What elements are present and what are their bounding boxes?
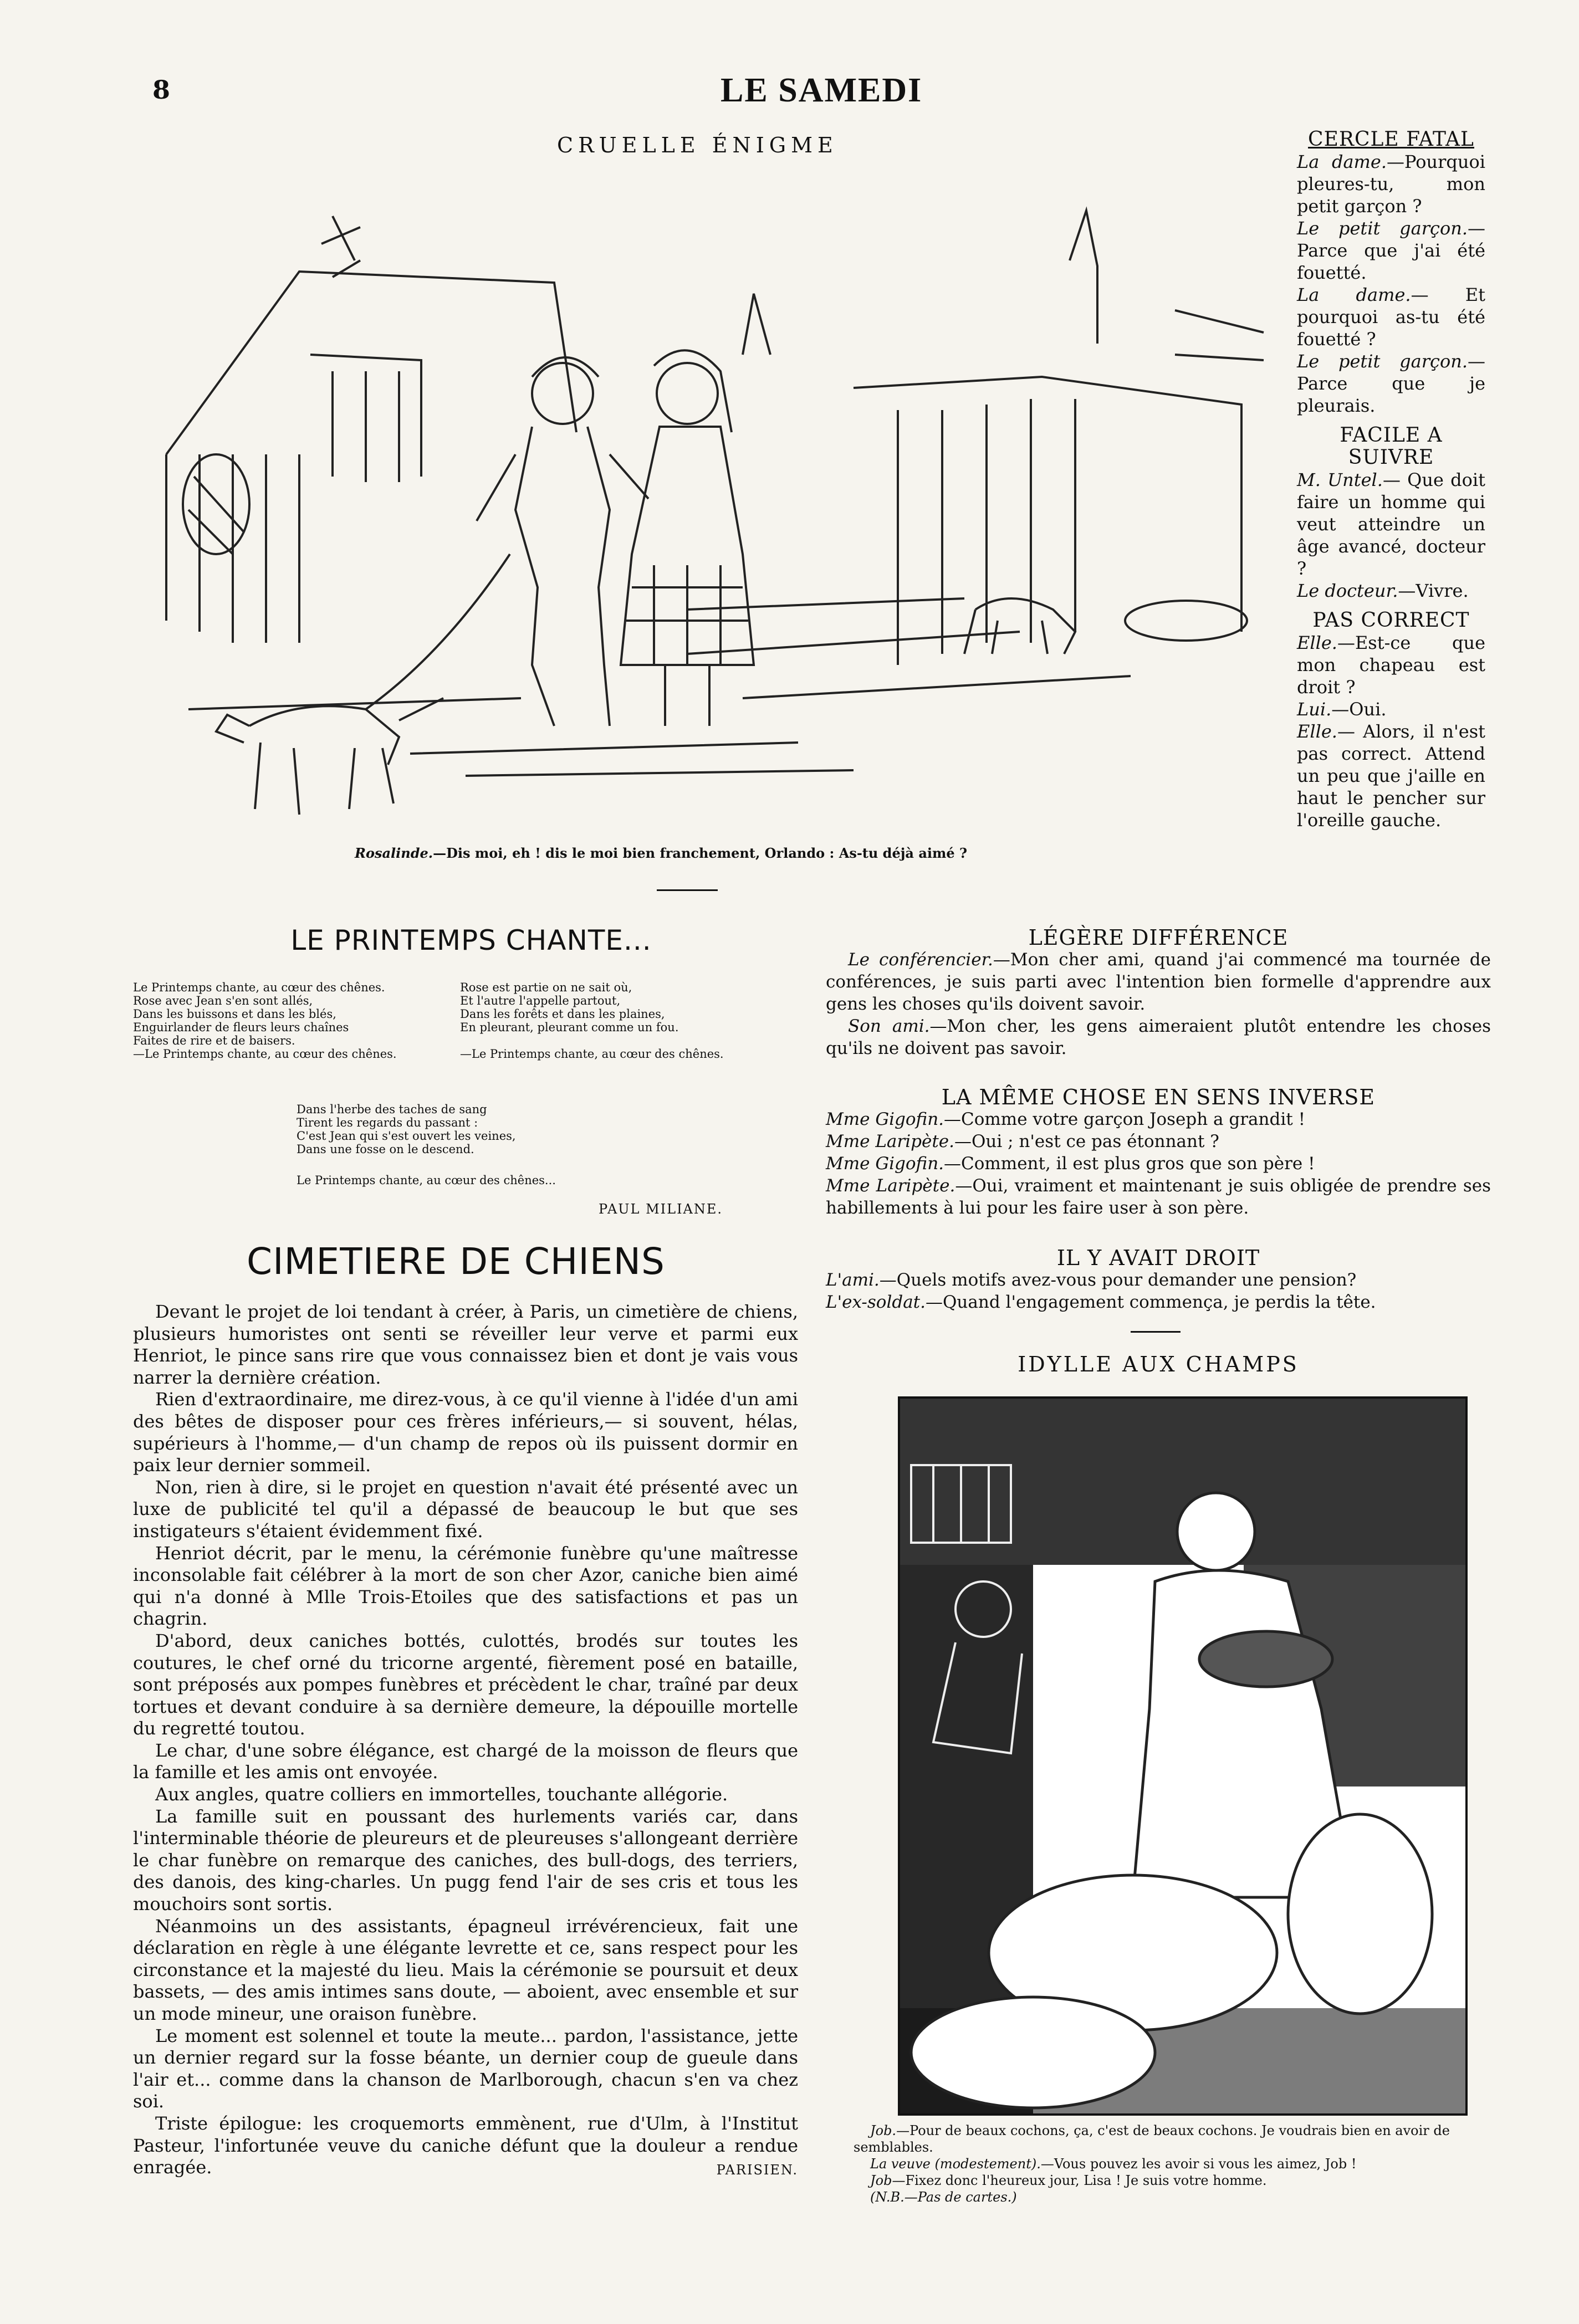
poem-line: Dans les buissons et dans les blés, xyxy=(133,1007,336,1021)
line-text: —Fixez donc l'heureux jour, Lisa ! Je suis votre homme. xyxy=(892,2173,1267,2188)
poem-line: Dans une fosse on le descend. xyxy=(297,1143,474,1156)
section-title: PAS CORRECT xyxy=(1312,609,1470,632)
section-title: LÉGÈRE DIFFÉRENCE xyxy=(1028,925,1289,950)
section-title: FACILE A SUIVRE xyxy=(1340,424,1443,469)
poem-line: Faites de rire et de baisers. xyxy=(133,1034,295,1047)
speaker: Elle. xyxy=(1297,632,1337,653)
poem-line: Dans les forêts et dans les plaines, xyxy=(460,1007,665,1021)
poem-line: Rose est partie on ne sait où, xyxy=(460,981,632,994)
line-text: —Oui ; n'est ce pas étonnant ? xyxy=(954,1132,1219,1151)
line-text: —Pourquoi pleures-tu, mon petit garçon ? xyxy=(1297,151,1485,217)
line-text: —Oui, vraiment et maintenant je suis obligée de prendre ses habillements à lui pour les faire user à son père. xyxy=(826,1176,1491,1218)
line-text: — Et pourquoi as-tu été fouetté ? xyxy=(1297,284,1485,350)
line-text: —Quand l'engagement commença, je perdis la tête. xyxy=(926,1292,1376,1312)
poem-line: Enguirlander de fleurs leurs chaînes xyxy=(133,1021,349,1034)
poem-line: En pleurant, pleurant comme un fou. xyxy=(460,1021,679,1034)
divider-rule xyxy=(1131,1331,1181,1333)
article-paragraph: Non, rien à dire, si le projet en question n'avait été présenté avec un luxe de publicité tel qu'il a dépassé de beaucoup le but que ses instigateurs s'étaient évidemment fixé. xyxy=(133,1476,798,1542)
page-number: 8 xyxy=(152,75,171,105)
article-paragraph: Le char, d'une sobre élégance, est chargé de la moisson de fleurs que la famille et les amis ont envoyée. xyxy=(133,1739,798,1783)
section-title: CERCLE FATAL xyxy=(1308,128,1474,151)
illustration-title: CRUELLE ÉNIGME xyxy=(557,133,838,157)
speaker: Job xyxy=(870,2173,892,2188)
line-text: —Mon cher ami, quand j'ai commencé ma tournée de conférences, je suis parti avec l'intention bien formelle d'apprendre aux gens les choses qu'ils doivent savoir. xyxy=(826,950,1491,1014)
line-text: — Que doit faire un homme qui veut atteindre un âge avancé, docteur ? xyxy=(1297,469,1485,579)
article-paragraph: Rien d'extraordinaire, me direz-vous, à ce qu'il vienne à l'idée d'un ami des bêtes de disposer pour ces frères inférieurs,— si souvent, hélas, supérieurs à l'homme,— d'un champ de repos où ils puissent dormir en paix leur dernier sommeil. xyxy=(133,1389,798,1476)
speaker: M. Untel. xyxy=(1297,469,1383,490)
article-title: CIMETIERE DE CHIENS xyxy=(247,1240,665,1283)
line-text: —Est-ce que mon chapeau est droit ? xyxy=(1297,632,1485,698)
article-paragraph: Aux angles, quatre colliers en immortelles, touchante allégorie. xyxy=(155,1784,728,1805)
speaker: Le petit garçon. xyxy=(1297,218,1468,239)
poem-stanza-3 xyxy=(297,1103,629,1156)
poem-line: Le Printemps chante, au cœur des chênes. xyxy=(133,981,385,994)
speaker: Mme Gigofin. xyxy=(826,1154,944,1174)
illustration-caption xyxy=(355,845,1120,861)
line-text: — Alors, il n'est pas correct. Attend un peu que j'aille en haut le pencher sur l'oreille gauche. xyxy=(1297,721,1485,831)
poem-line: Dans l'herbe des taches de sang xyxy=(297,1103,487,1116)
line-text: —Quels motifs avez-vous pour demander une pension? xyxy=(879,1270,1357,1290)
sidebar-section-pas-correct xyxy=(1297,610,1485,831)
poem-line: Tirent les regards du passant : xyxy=(297,1116,478,1129)
line-text: — Parce que je pleurais. xyxy=(1297,351,1485,416)
section-title: IL Y AVAIT DROIT xyxy=(1056,1246,1260,1270)
cruelle-enigme-illustration xyxy=(133,166,1269,837)
speaker: Mme Gigofin. xyxy=(826,1109,944,1129)
speaker: Lui. xyxy=(1297,699,1332,720)
poem-col-2 xyxy=(460,981,804,1061)
speaker: Elle. xyxy=(1297,721,1337,742)
article-paragraph: Devant le projet de loi tendant à créer, à Paris, un cimetière de chiens, plusieurs humoristes ont senti se réveiller leur verve et parmi eux Henriot, le pince sans rire que vous connaissez bien et dont je vais vous narrer la dernière création. xyxy=(133,1301,798,1388)
article-paragraph: Triste épilogue: les croquemorts emmènent, rue d'Ulm, à l'Institut Pasteur, l'infortunée veuve du caniche défunt que la douleur a rendue enragée. xyxy=(133,2112,798,2178)
speaker: Le docteur. xyxy=(1297,580,1398,601)
line-text: —Pour de beaux cochons, ça, c'est de beaux cochons. Je voudrais bien en avoir de semblables. xyxy=(854,2123,1450,2155)
line-text: —Mon cher, les gens aimeraient plutôt entendre les choses qu'ils ne doivent pas savoir. xyxy=(826,1016,1491,1058)
speaker: Son ami. xyxy=(848,1016,930,1036)
speaker: La veuve (modestement). xyxy=(870,2156,1041,2172)
section-title: LA MÊME CHOSE EN SENS INVERSE xyxy=(941,1085,1376,1109)
speaker: L'ex-soldat. xyxy=(826,1292,926,1312)
article-paragraph: La famille suit en poussant des hurlements variés car, dans l'interminable théorie de pleureurs et de pleureuses s'allongeant derrière le char funèbre on remarque des caniches, des bull-dogs, des terriers, des danois, des king-charles. Un pugg fend l'air de ses cris et tous les mouchoirs sont sortis. xyxy=(133,1805,798,1915)
speaker: Job. xyxy=(870,2123,897,2138)
article-author: PARISIEN. xyxy=(716,2162,798,2178)
idylle-caption xyxy=(854,2122,1491,2205)
article-paragraph: Le moment est solennel et toute la meute... pardon, l'assistance, jette un dernier regard sur la fosse béante, un dernier coup de gueule dans l'air et... comme dans la chanson de Marlborough, chacun s'en va chez soi. xyxy=(133,2025,798,2112)
il-y-avait-droit xyxy=(826,1247,1491,1313)
poem-closing: Le Printemps chante, au cœur des chênes... xyxy=(297,1174,556,1187)
poem-line: —Le Printemps chante, au cœur des chênes. xyxy=(460,1047,724,1061)
speaker: La dame. xyxy=(1297,151,1387,172)
caption-text: —Dis moi, eh ! dis le moi bien franchement, Orlando : As-tu déjà aimé ? xyxy=(433,845,968,861)
poem-col-1 xyxy=(133,981,449,1061)
caption-speaker: Rosalinde. xyxy=(355,845,433,861)
poem-line: —Le Printemps chante, au cœur des chênes. xyxy=(133,1047,397,1061)
line-text: (N.B.—Pas de cartes.) xyxy=(870,2189,1017,2205)
speaker: La dame. xyxy=(1297,284,1411,305)
line-text: —Parce que j'ai été fouetté. xyxy=(1297,218,1485,283)
poem-line: Et l'autre l'appelle partout, xyxy=(460,994,621,1007)
article-body xyxy=(133,1301,798,2178)
idylle-title: IDYLLE AUX CHAMPS xyxy=(1018,1352,1299,1376)
poem-line: Rose avec Jean s'en sont allés, xyxy=(133,994,313,1007)
line-text: —Vous pouvez les avoir si vous les aimez, Job ! xyxy=(1040,2156,1357,2172)
line-text: —Comme votre garçon Joseph a grandit ! xyxy=(944,1109,1306,1129)
masthead: LE SAMEDI xyxy=(720,71,923,109)
meme-chose-sens-inverse xyxy=(826,1086,1491,1219)
speaker: Le conférencier. xyxy=(848,950,993,970)
speaker: Mme Laripète. xyxy=(826,1132,954,1151)
line-text: —Vivre. xyxy=(1398,580,1469,601)
poem-author: PAUL MILIANE. xyxy=(599,1201,723,1217)
speaker: Mme Laripète. xyxy=(826,1176,955,1196)
divider-rule xyxy=(657,889,718,891)
line-text: —Comment, il est plus gros que son père ! xyxy=(944,1154,1315,1174)
legere-difference xyxy=(826,926,1491,1059)
line-text: —Oui. xyxy=(1331,699,1387,720)
sidebar-section-facile xyxy=(1297,424,1485,602)
speaker: L'ami. xyxy=(826,1270,880,1290)
article-paragraph: D'abord, deux caniches bottés, culottés, brodés sur toutes les coutures, le chef orné du tricorne argenté, fièrement posé en bataille, sont préposés aux pompes funèbres et précèdent le char, traîné par deux tortues et devant conduire à sa dernière demeure, la dépouille mortelle du regretté toutou. xyxy=(133,1630,798,1739)
speaker: Le petit garçon. xyxy=(1297,351,1468,372)
poem-title: LE PRINTEMPS CHANTE... xyxy=(290,924,652,956)
idylle-illustration xyxy=(898,1396,1468,2116)
sidebar-section-cercle-fatal xyxy=(1297,129,1485,417)
article-paragraph: Néanmoins un des assistants, épagneul irrévérencieux, fait une déclaration en règle à une élégante levrette et ce, sans respect pour les circonstance et la majesté du lieu. Mais la cérémonie se poursuit et deux bassets, — des amis intimes sans doute, — aboient, avec ensemble et sur un mode mineur, une oraison funèbre. xyxy=(133,1915,798,2024)
article-paragraph: Henriot décrit, par le menu, la cérémonie funèbre qu'une maîtresse inconsolable fait célébrer à la mort de son cher Azor, caniche bien aimé qui n'a donné à Mlle Trois-Etoiles que des satisfactions et pas un chagrin. xyxy=(133,1542,798,1630)
poem-line: C'est Jean qui s'est ouvert les veines, xyxy=(297,1129,516,1143)
sidebar-jokes xyxy=(1297,129,1485,831)
